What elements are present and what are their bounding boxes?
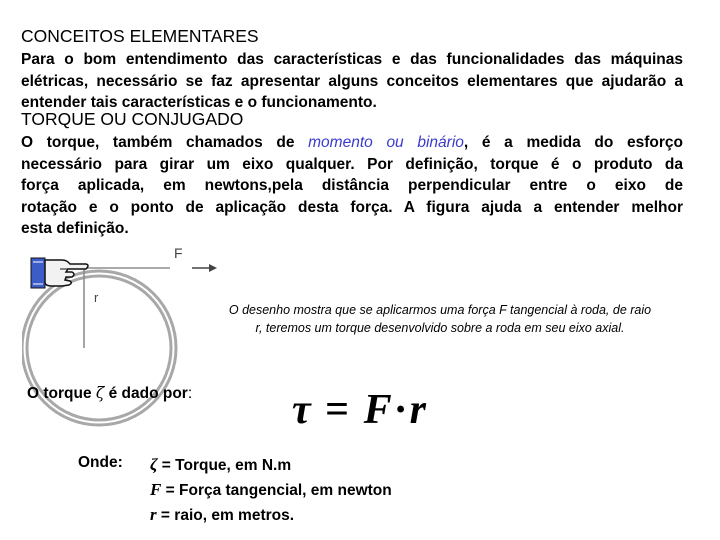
intro-line-2: máquinas elétricas, necessário se faz apresentar alguns conceitos: [21, 51, 683, 90]
term-binario: binário: [417, 134, 464, 151]
definition-force: [150, 478, 392, 503]
term-connector: ou: [372, 134, 418, 151]
figure-caption: [180, 301, 700, 337]
radius-label: r: [94, 290, 99, 305]
definitions-label: Onde:: [78, 454, 123, 471]
definition-force-text: = Força tangencial, em newton: [161, 482, 392, 499]
torque-line-1: [21, 132, 683, 154]
torque-line-4: rotação e o ponto de aplicação desta força. A figura ajuda a entender melhor: [21, 198, 683, 216]
caption-line-1: O desenho mostra que se aplicarmos uma força F tangencial à roda, de raio: [228, 303, 652, 317]
definition-torque-symbol: ζ: [150, 455, 158, 474]
formula-radius: r: [409, 387, 428, 433]
torque-given-prefix: O torque: [27, 385, 96, 402]
formula-dot: ·: [393, 387, 410, 433]
torque-line-1-end: , é a medida do esforço: [463, 134, 683, 151]
force-arrow-head: [209, 264, 217, 272]
definition-radius-symbol: r: [150, 505, 157, 524]
formula-tau: τ: [292, 387, 313, 433]
intro-line-1: Para o bom entendimento das características e das funcionalidades das: [21, 51, 601, 68]
force-label: F: [174, 245, 183, 261]
torque-line-2: necessário para girar um eixo qualquer. Por definição, torque é o produto da: [21, 155, 683, 173]
formula-equals: =: [325, 387, 352, 433]
definition-torque: [150, 453, 392, 478]
definition-torque-text: = Torque, em N.m: [157, 457, 292, 474]
heading-torque: TORQUE OU CONJUGADO: [21, 109, 244, 129]
term-momento: momento: [308, 134, 373, 151]
definition-radius: [150, 503, 392, 528]
heading-concepts: CONCEITOS ELEMENTARES: [21, 26, 259, 46]
torque-formula: [292, 386, 428, 434]
definition-radius-text: = raio, em metros.: [156, 507, 295, 524]
definition-force-symbol: F: [150, 480, 162, 499]
torque-given-colon: :: [187, 385, 193, 402]
torque-line-1-start: O torque, também chamados de: [21, 134, 309, 151]
torque-paragraph: [21, 132, 683, 240]
torque-given-middle: é dado por: [104, 385, 188, 402]
formula-force: F: [363, 387, 394, 433]
definitions-list: [150, 453, 392, 528]
torque-given-line: [27, 384, 192, 403]
torque-line-3: força aplicada, em newtons,pela distância perpendicular entre o eixo de: [21, 177, 683, 194]
caption-line-2: r, teremos um torque desenvolvido sobre a roda em seu eixo axial.: [255, 321, 625, 335]
intro-line-3: elementares que ajudarão a entender tais características e o funcionamento.: [21, 72, 684, 111]
intro-paragraph: [21, 49, 683, 114]
zeta-symbol: ζ: [95, 384, 105, 402]
torque-line-5: esta definição.: [21, 220, 129, 237]
